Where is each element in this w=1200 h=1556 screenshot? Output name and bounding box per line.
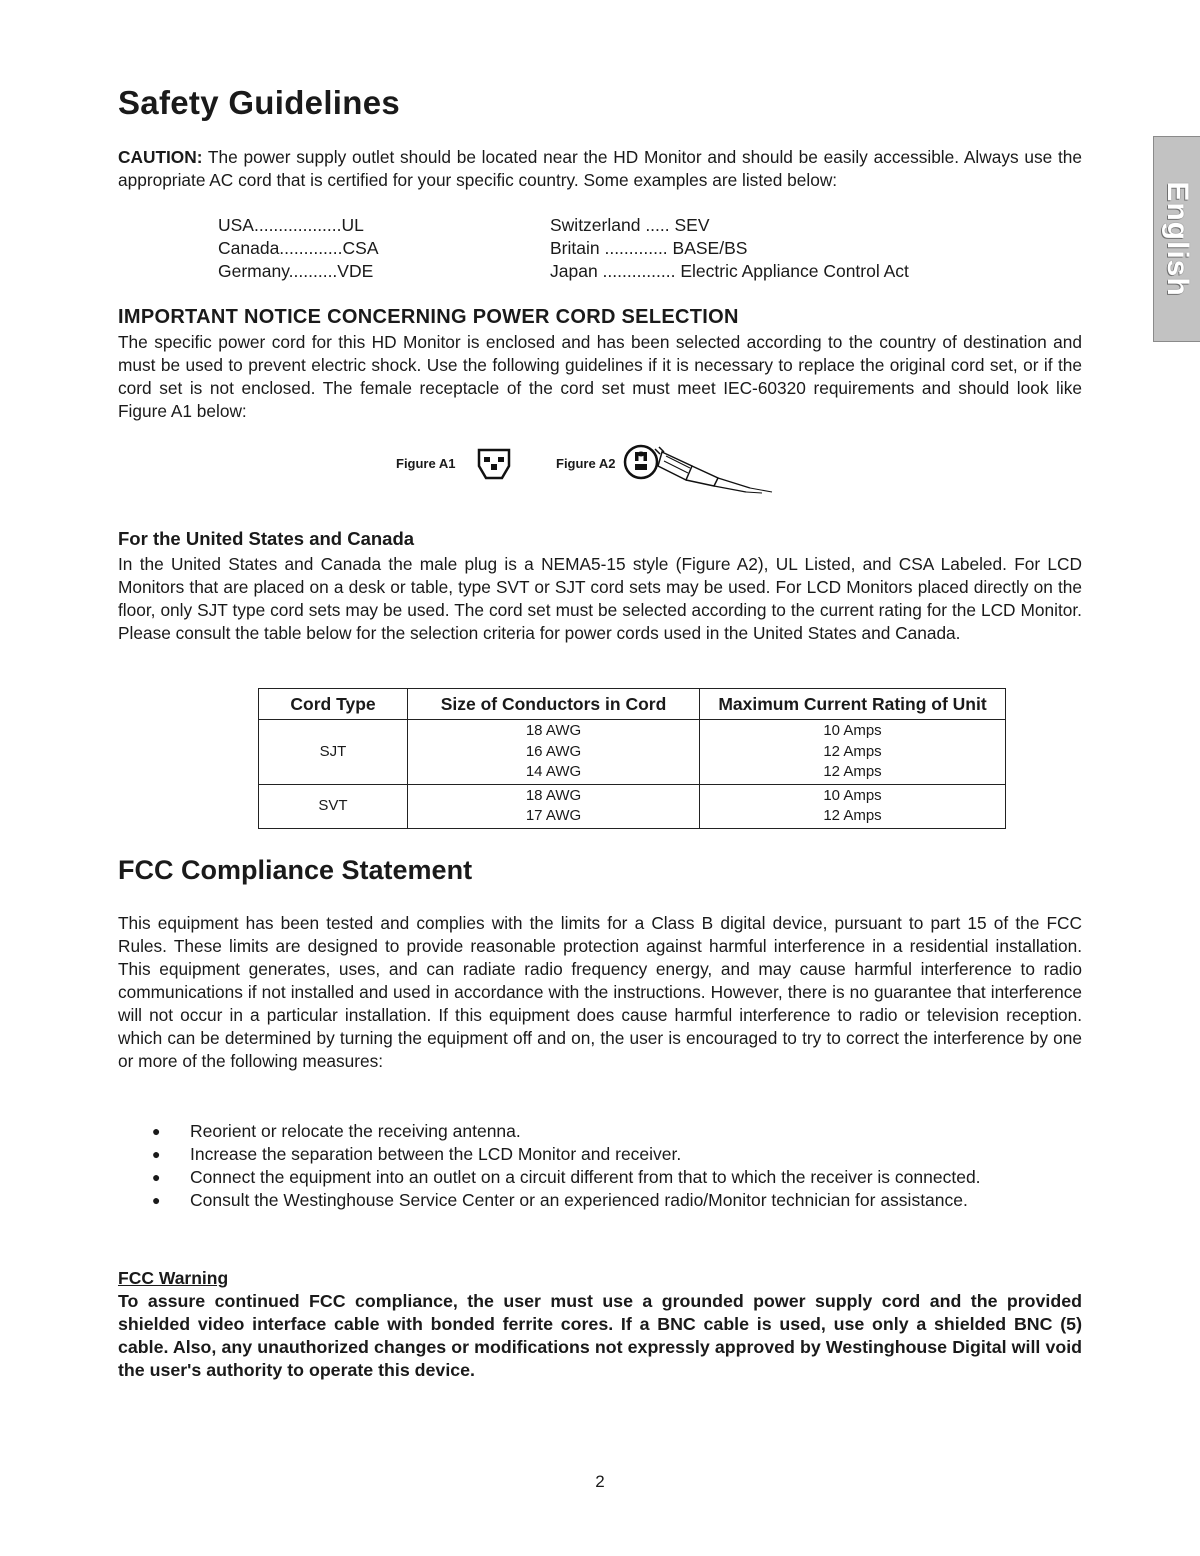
page-number: 2 — [595, 1472, 605, 1491]
country-entry: USA..................UL — [218, 215, 364, 235]
measure-text: Consult the Westinghouse Service Center or an experienced radio/Monitor technician for assistance. — [190, 1190, 968, 1210]
list-item — [148, 1189, 1084, 1212]
table-row — [259, 720, 1006, 785]
current-rating-cell — [700, 784, 1006, 828]
table-header-cell: Cord Type — [259, 689, 408, 720]
measure-text: Connect the equipment into an outlet on a circuit different from that to which the receiver is connected. — [190, 1167, 981, 1187]
conductor-size: 18 AWG — [525, 722, 582, 739]
female-receptacle-icon — [476, 446, 512, 482]
conductor-size: 17 AWG — [525, 807, 582, 824]
list-item — [148, 1166, 1084, 1189]
current-rating: 12 Amps — [823, 807, 882, 824]
country-row — [218, 214, 1082, 237]
caution-label: CAUTION: — [118, 147, 203, 167]
caution-paragraph — [118, 146, 1082, 192]
list-item — [148, 1120, 1084, 1143]
country-row — [218, 237, 1082, 260]
country-certification-list — [218, 214, 1082, 283]
current-rating-cell — [700, 720, 1006, 785]
list-item — [148, 1143, 1084, 1166]
table-header-row — [259, 689, 1006, 720]
fcc-heading: FCC Compliance Statement — [118, 855, 473, 885]
figure-a1-label: Figure A1 — [396, 456, 456, 471]
conductor-size: 14 AWG — [525, 763, 582, 780]
measure-text: Increase the separation between the LCD Monitor and receiver. — [190, 1144, 682, 1164]
cord-type-cell: SVT — [259, 784, 408, 828]
current-rating: 10 Amps — [823, 722, 882, 739]
fcc-paragraph: This equipment has been tested and complies with the limits for a Class B digital device, pursuant to part 15 of the FCC Rules. These limits are designed to provide reasonable protection against harmful interference in a residential installation. This equipment generates, uses, and can radiate radio frequency energy, and may cause harmful interference to radio communications if not installed and used in accordance with the instructions. However, there is no guarantee that interference will not occur in a particular installation. If this equipment does cause harmful interference to radio or television reception. which can be determined by turning the equipment off and on, the user is encouraged to try to correct the interference by one or more of the following measures: — [118, 913, 1082, 1071]
notice-paragraph: The specific power cord for this HD Monitor is enclosed and has been selected according to the country of destination and must be used to prevent electric shock. Use the following guidelines if it is necessary to replace the original cord set, or if the cord set is not enclosed. The female receptacle of the cord set must meet IEC-60320 requirements and should look like Figure A1 below: — [118, 332, 1082, 421]
country-entry: Germany..........VDE — [218, 261, 374, 281]
conductor-size: 18 AWG — [525, 786, 582, 804]
table-header-cell: Maximum Current Rating of Unit — [700, 689, 1006, 720]
table-row — [259, 784, 1006, 828]
fcc-warning-heading: FCC Warning — [118, 1268, 229, 1288]
current-rating: 12 Amps — [823, 763, 882, 780]
conductor-size-cell — [408, 784, 700, 828]
table-header-cell: Size of Conductors in Cord — [408, 689, 700, 720]
language-tab — [1153, 136, 1200, 342]
measure-text: Reorient or relocate the receiving antenna. — [190, 1121, 521, 1141]
us-canada-heading: For the United States and Canada — [118, 528, 415, 549]
language-tab-label: English — [1161, 181, 1194, 297]
cord-type-cell: SJT — [259, 720, 408, 785]
current-rating: 12 Amps — [823, 742, 882, 760]
fcc-warning-paragraph: To assure continued FCC compliance, the user must use a grounded power supply cord and the provided shielded video interface cable with bonded ferrite cores. If a BNC cable is used, use only a shielded BNC (5) cable. Also, any unauthorized changes or modifications not expressly approved by Westinghouse Digital will void the user's authority to operate this device. — [118, 1291, 1082, 1380]
page-title: Safety Guidelines — [118, 84, 401, 121]
bullet-icon: ● — [152, 1146, 161, 1162]
bullet-icon: ● — [152, 1192, 161, 1208]
caution-text: The power supply outlet should be located near the HD Monitor and should be easily accessible. Always use the appropriate AC cord that is certified for your specific country. Some examples are listed below: — [118, 147, 1082, 190]
current-rating: 10 Amps — [823, 786, 882, 804]
country-entry: Switzerland ..... SEV — [550, 215, 710, 235]
country-entry: Japan ............... Electric Appliance Control Act — [550, 261, 909, 281]
country-row — [218, 260, 1082, 283]
nema-plug-icon — [622, 440, 792, 502]
figure-row — [396, 446, 816, 502]
conductor-size: 16 AWG — [525, 742, 582, 760]
figure-a2-label: Figure A2 — [556, 456, 616, 471]
cord-selection-table — [258, 688, 1006, 829]
country-entry: Canada.............CSA — [218, 238, 379, 258]
measures-list — [148, 1120, 1084, 1212]
bullet-icon: ● — [152, 1123, 161, 1139]
conductor-size-cell — [408, 720, 700, 785]
bullet-icon: ● — [152, 1169, 161, 1185]
country-entry: Britain ............. BASE/BS — [550, 238, 748, 258]
us-canada-paragraph: In the United States and Canada the male plug is a NEMA5-15 style (Figure A2), UL Listed, and CSA Labeled. For LCD Monitors that are placed on a desk or table, type SVT or SJT cord sets may be used. For LCD Monitors placed directly on the floor, only SJT type cord sets may be used. The cord set must be selected according to the current rating for the LCD Monitor. Please consult the table below for the selection criteria for power cords used in the United States and Canada. — [118, 554, 1082, 643]
notice-heading: IMPORTANT NOTICE CONCERNING POWER CORD SELECTION — [118, 306, 739, 328]
